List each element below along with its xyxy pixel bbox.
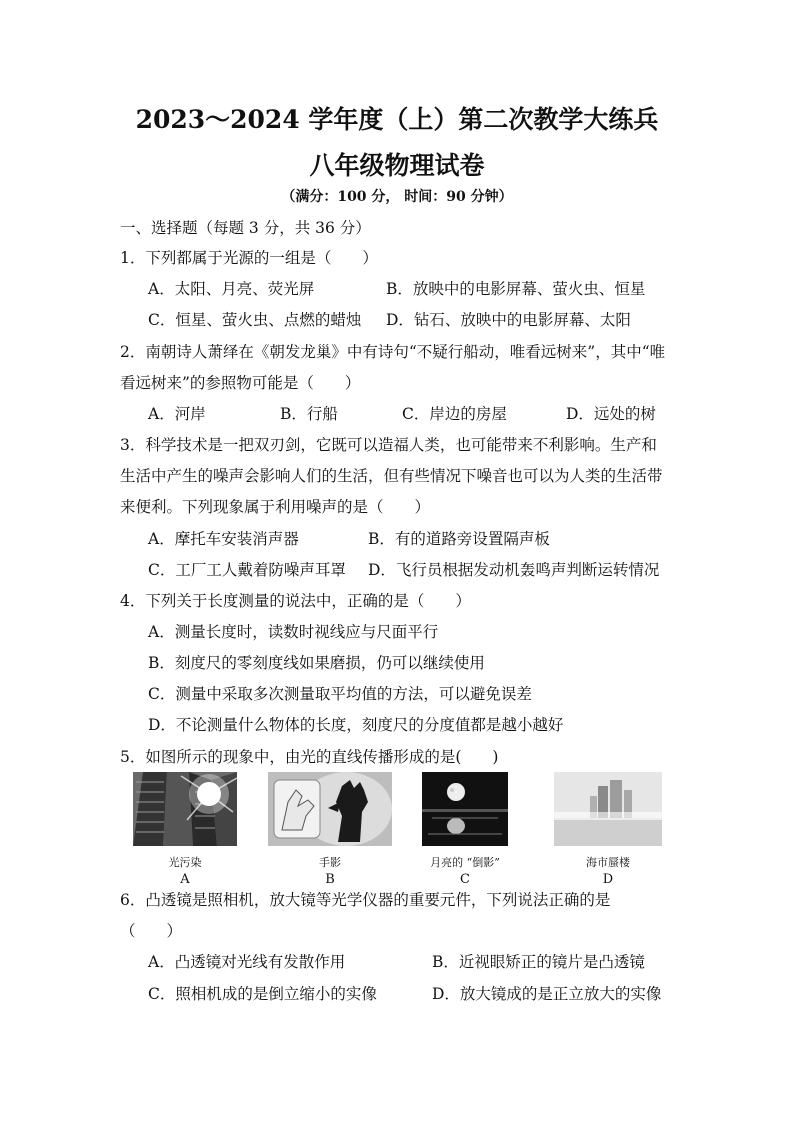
q3-stem-line2: 生活中产生的噪声会影响人们的生活，但有些情况下噪音也可以为人类的生活带 [120,467,663,485]
figure-c-letter: C [460,872,470,887]
figure-a [133,772,237,887]
q1-option-a: A．太阳、月亮、荧光屏 [148,280,315,298]
exam-info: （满分：100 分， 时间：90 分钟） [281,189,513,205]
q1-stem: 1．下列都属于光源的一组是（ ） [120,249,378,267]
q6-option-b: B．近视眼矫正的镜片是凸透镜 [432,953,645,971]
q5-figures [128,772,668,892]
exam-title: 2023～2024 学年度（上）第二次教学大练兵 [135,105,659,134]
q2-option-c: C．岸边的房屋 [402,405,507,423]
figure-b-caption: 手影 [319,856,341,869]
light-pollution-image [133,772,237,846]
q4-option-b: B．刻度尺的零刻度线如果磨损，仍可以继续使用 [148,654,485,672]
figure-d [554,772,662,887]
q1-option-b: B．放映中的电影屏幕、萤火虫、恒星 [386,280,646,298]
figure-b-letter: B [325,872,335,887]
q2-option-a: A．河岸 [148,405,206,423]
q1-option-d: D．钻石、放映中的电影屏幕、太阳 [386,311,631,329]
q3-option-c: C．工厂工人戴着防噪声耳罩 [148,561,346,579]
q6-option-c: C．照相机成的是倒立缩小的实像 [148,985,377,1003]
q6-option-a: A．凸透镜对光线有发散作用 [148,953,346,971]
q2-option-b: B．行船 [280,405,338,423]
exam-subject-title: 八年级物理试卷 [309,151,485,180]
q2-stem-line1: 2．南朝诗人萧绎在《朝发龙巢》中有诗句“不疑行船动，唯看远树来”，其中“唯 [120,343,666,361]
hand-shadow-image [268,772,392,846]
q3-option-d: D．飞行员根据发动机轰鸣声判断运转情况 [368,561,660,579]
q6-stem-line1: 6．凸透镜是照相机，放大镜等光学仪器的重要元件，下列说法正确的是 [120,891,611,909]
q1-option-c: C．恒星、萤火虫、点燃的蜡烛 [148,311,362,329]
figure-c [422,772,508,887]
figure-a-caption: 光污染 [168,856,202,869]
q4-stem: 4．下列关于长度测量的说法中，正确的是（ ） [120,592,471,610]
figure-a-letter: A [180,872,190,887]
q6-option-d: D．放大镜成的是正立放大的实像 [432,985,662,1003]
q5-stem: 5．如图所示的现象中，由光的直线传播形成的是( ) [120,748,499,766]
q2-option-d: D．远处的树 [566,405,656,423]
q3-option-b: B．有的道路旁设置隔声板 [368,530,550,548]
figure-c-caption: 月亮的 “倒影” [430,856,500,869]
q6-stem-line2: （ ） [120,922,183,940]
figure-b [268,772,392,887]
figure-d-letter: D [602,872,614,887]
q3-stem-line3: 来便利。下列现象属于利用噪声的是（ ） [120,498,431,516]
mirage-image [554,772,662,846]
figure-d-caption: 海市蜃楼 [586,856,630,869]
moon-reflection-image [422,772,508,846]
q2-stem-line2: 看远树来”的参照物可能是（ ） [120,374,361,392]
q4-option-c: C．测量中采取多次测量取平均值的方法，可以避免误差 [148,685,532,703]
q3-option-a: A．摩托车安装消声器 [148,530,299,548]
q3-stem-line1: 3．科学技术是一把双刃剑，它既可以造福人类，也可能带来不利影响。生产和 [120,436,657,454]
section-heading: 一、选择题（每题 3 分，共 36 分） [120,219,371,237]
q4-option-d: D．不论测量什么物体的长度，刻度尺的分度值都是越小越好 [148,716,564,734]
q4-option-a: A．测量长度时，读数时视线应与尺面平行 [148,623,439,641]
